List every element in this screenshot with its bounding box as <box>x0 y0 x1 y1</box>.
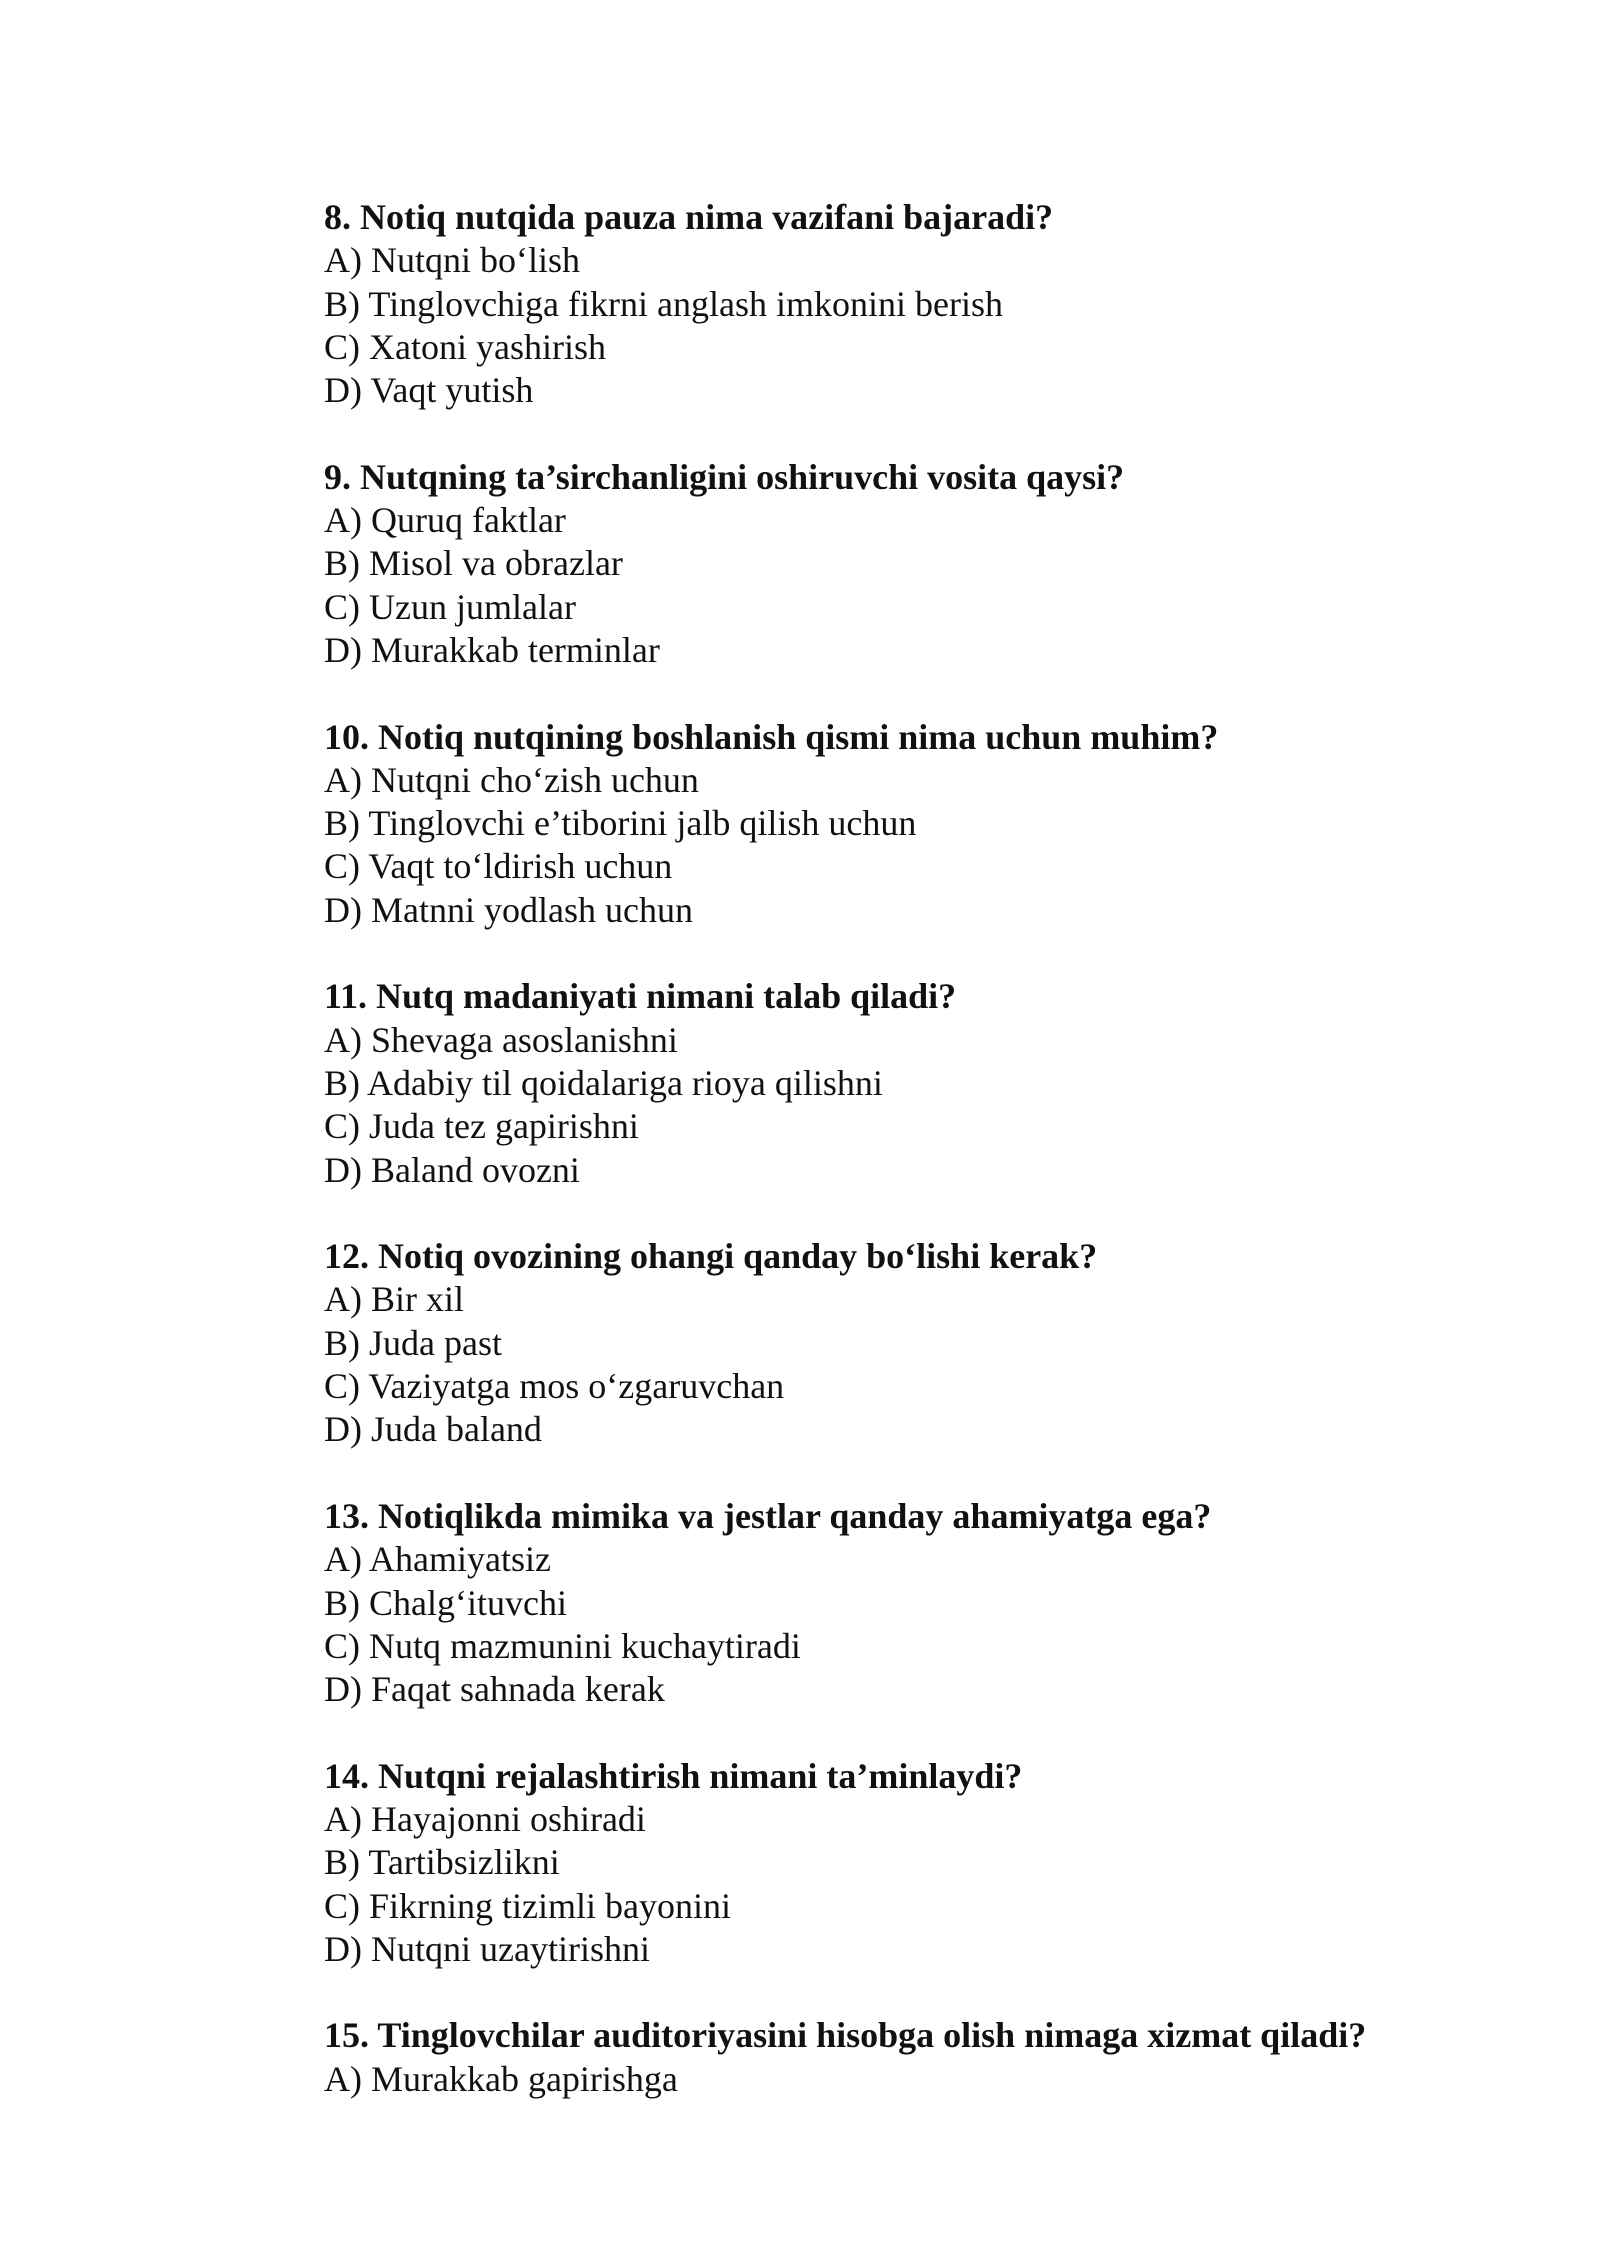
answer-option-c: C) Xatoni yashirish <box>324 326 606 367</box>
answer-option-a: A) Nutqni cho‘zish uchun <box>324 759 699 800</box>
answer-option-a: A) Ahamiyatsiz <box>324 1539 551 1580</box>
question-13 <box>324 1495 1524 1711</box>
answer-option-a: A) Murakkab gapirishga <box>324 2058 678 2099</box>
answer-option-c: C) Nutq mazmunini kuchaytiradi <box>324 1625 801 1666</box>
answer-option-d: D) Nutqni uzaytirishni <box>324 1928 650 1969</box>
answer-option-c: C) Juda tez gapirishni <box>324 1106 639 1147</box>
answer-option-b: B) Chalg‘ituvchi <box>324 1582 567 1623</box>
question-text: 9. Nutqning ta’sirchanligini oshiruvchi vosita qaysi? <box>324 456 1125 497</box>
answer-option-c: C) Uzun jumlalar <box>324 586 576 627</box>
question-8 <box>324 196 1524 412</box>
answer-option-b: B) Juda past <box>324 1322 502 1363</box>
answer-option-a: A) Shevaga asoslanishni <box>324 1019 678 1060</box>
answer-option-d: D) Murakkab terminlar <box>324 629 660 670</box>
answer-option-a: A) Hayajonni oshiradi <box>324 1798 646 1839</box>
answer-option-c: C) Vaziyatga mos o‘zgaruvchan <box>324 1366 785 1407</box>
answer-option-b: B) Tinglovchi e’tiborini jalb qilish uchun <box>324 803 917 844</box>
question-12 <box>324 1235 1524 1451</box>
answer-option-d: D) Faqat sahnada kerak <box>324 1669 665 1710</box>
question-9 <box>324 456 1524 672</box>
answer-option-b: B) Adabiy til qoidalariga rioya qilishni <box>324 1062 883 1103</box>
question-text: 12. Notiq ovozining ohangi qanday bo‘lishi kerak? <box>324 1236 1098 1277</box>
answer-option-d: D) Baland ovozni <box>324 1149 580 1190</box>
question-14 <box>324 1755 1524 1971</box>
answer-option-d: D) Matnni yodlash uchun <box>324 889 693 930</box>
answer-option-b: B) Misol va obrazlar <box>324 543 623 584</box>
answer-option-a: A) Quruq faktlar <box>324 500 566 541</box>
answer-option-b: B) Tartibsizlikni <box>324 1842 560 1883</box>
answer-option-c: C) Vaqt to‘ldirish uchun <box>324 846 673 887</box>
question-list <box>324 196 1524 2144</box>
question-text: 10. Notiq nutqining boshlanish qismi nima uchun muhim? <box>324 716 1219 757</box>
question-text: 8. Notiq nutqida pauza nima vazifani bajaradi? <box>324 197 1054 237</box>
answer-option-a: A) Nutqni bo‘lish <box>324 240 580 281</box>
answer-option-b: B) Tinglovchiga fikrni anglash imkonini berish <box>324 283 1003 324</box>
question-text: 11. Nutq madaniyati nimani talab qiladi? <box>324 976 957 1017</box>
question-text: 13. Notiqlikda mimika va jestlar qanday ahamiyatga ega? <box>324 1495 1212 1536</box>
question-text: 14. Nutqni rejalashtirish nimani ta’minlaydi? <box>324 1755 1023 1796</box>
answer-option-c: C) Fikrning tizimli bayonini <box>324 1885 731 1926</box>
question-15 <box>324 2014 1524 2101</box>
answer-option-d: D) Vaqt yutish <box>324 370 534 411</box>
question-text: 15. Tinglovchilar auditoriyasini hisobga olish nimaga xizmat qiladi? <box>324 2015 1367 2056</box>
answer-option-a: A) Bir xil <box>324 1279 464 1320</box>
answer-option-d: D) Juda baland <box>324 1409 542 1450</box>
question-11 <box>324 975 1524 1191</box>
question-10 <box>324 716 1524 932</box>
